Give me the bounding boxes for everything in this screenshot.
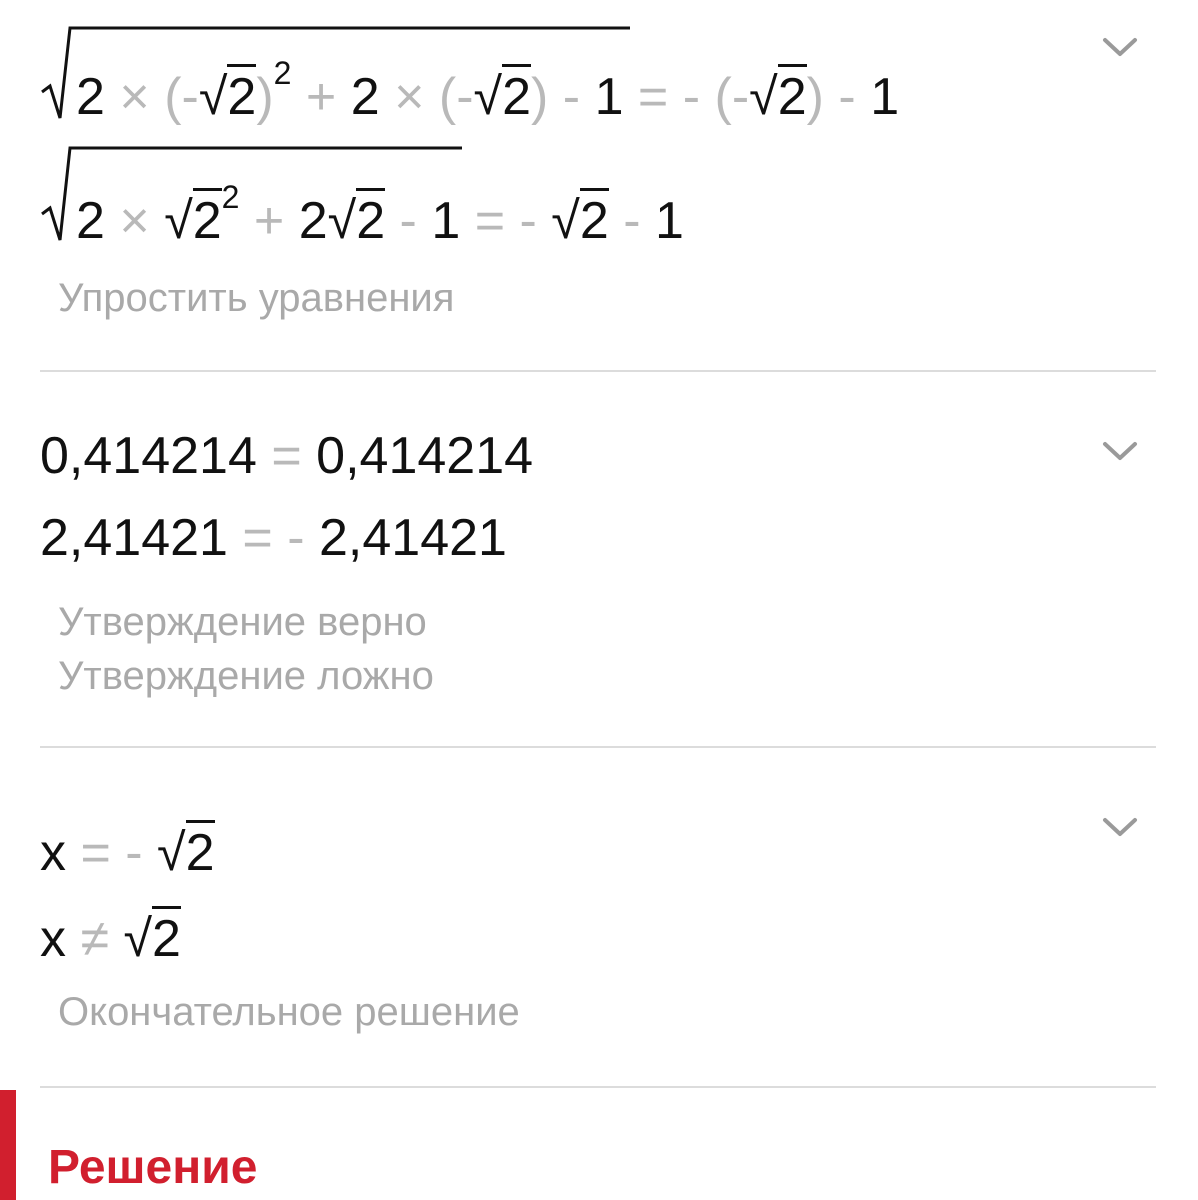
step-final[interactable]: [40, 748, 1156, 1088]
solution-line-2: x ≠ √2: [40, 906, 181, 965]
chevron-down-icon[interactable]: [1102, 440, 1124, 462]
value-right: 0,414214: [316, 427, 534, 485]
equation-line-2: $2 \times √2^2 + 2√2 - 1$ = - √2 - 1: [40, 150, 648, 209]
section-title: Решение: [48, 1141, 258, 1194]
step-check[interactable]: [40, 372, 1156, 748]
check-caption-2: Утверждение ложно: [58, 654, 434, 698]
final-caption: Окончательное решение: [58, 990, 520, 1034]
check-line-2: 2,41421 = - 2,41421: [40, 509, 507, 567]
section-accent-bar: [0, 1090, 16, 1200]
step-caption: Упростить уравнения: [58, 276, 455, 320]
chevron-down-icon[interactable]: [1102, 816, 1124, 838]
solution-line-1: x = - √2: [40, 820, 215, 879]
value-left: 2,41421: [40, 509, 228, 567]
check-line-1: 0,414214 = 0,414214: [40, 427, 534, 485]
chevron-down-icon[interactable]: [1102, 36, 1124, 58]
check-caption-1: Утверждение верно: [58, 600, 427, 644]
value-left: 0,414214: [40, 427, 257, 485]
step-simplify[interactable]: [40, 0, 1156, 372]
equation-line-1: $2 \times (-√2)^2 + 2 \times (-√2) - 1$ = - (-√2) - 1: [40, 28, 863, 87]
divider: [40, 1086, 1156, 1088]
value-right: 2,41421: [319, 509, 507, 567]
